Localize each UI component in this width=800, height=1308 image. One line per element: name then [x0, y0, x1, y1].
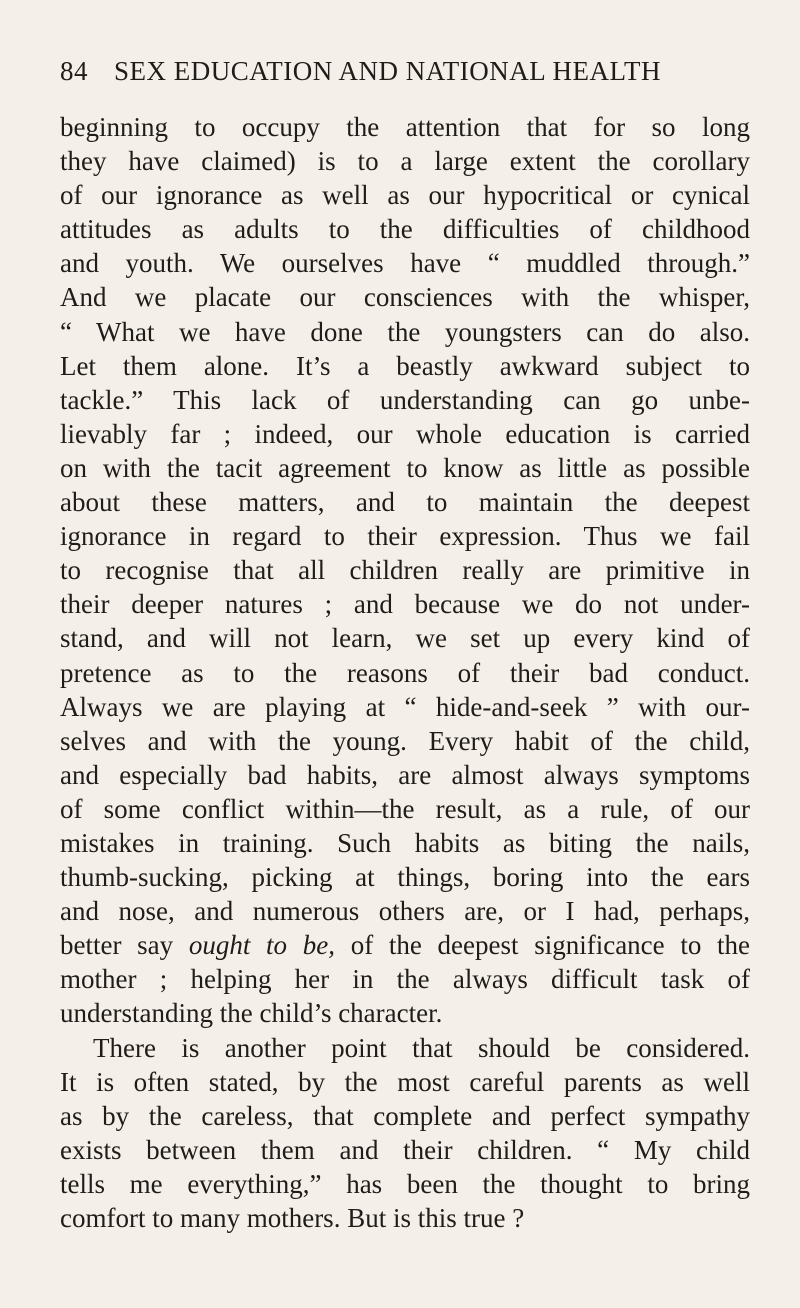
text-line: as by the careless, that complete and perfect sympathy: [60, 1100, 750, 1131]
text-line: of some conflict within—the result, as a rule, of our: [60, 793, 750, 824]
running-title: SEX EDUCATION AND NATIONAL HEALTH: [114, 56, 661, 86]
text-line: “ What we have done the youngsters can do also.: [60, 316, 750, 347]
text-line: and youth. We ourselves have “ muddled through.”: [60, 248, 750, 279]
text-line: on with the tacit agreement to know as little as possible: [60, 452, 750, 483]
text-segment: better say: [60, 930, 174, 961]
paragraph-end-line: understanding the child’s character.: [60, 998, 443, 1029]
italic-emphasis: ought to be,: [188, 930, 335, 961]
paragraph-end-line: comfort to many mothers. But is this true ?: [60, 1203, 525, 1233]
running-head: [60, 56, 750, 92]
text-line: ignorance in regard to their expression. Thus we fail: [60, 521, 750, 552]
text-line: and especially bad habits, are almost always symptoms: [60, 759, 750, 790]
text-line: And we placate our consciences with the whisper,: [60, 282, 750, 313]
text-line: tells me everything,” has been the thought to bring: [60, 1168, 750, 1199]
text-line: of our ignorance as well as our hypocritical or cynical: [60, 180, 750, 211]
text-line: thumb-sucking, picking at things, boring into the ears: [60, 862, 750, 893]
text-line: pretence as to the reasons of their bad conduct.: [60, 657, 750, 688]
text-line: they have claimed) is to a large extent the corollary: [60, 146, 750, 177]
text-line: It is often stated, by the most careful parents as well: [60, 1066, 750, 1097]
text-line: about these matters, and to maintain the deepest: [60, 487, 750, 518]
text-line: mistakes in training. Such habits as biting the nails,: [60, 827, 750, 858]
body-text: [60, 110, 750, 1235]
text-line-mixed: [60, 928, 750, 962]
page-number: 84: [60, 56, 88, 86]
text-line: lievably far ; indeed, our whole education is carried: [60, 418, 750, 449]
paragraph-start-line: There is another point that should be considered.: [93, 1032, 750, 1063]
text-line: beginning to occupy the attention that for so long: [60, 112, 750, 142]
text-line: stand, and will not learn, we set up every kind of: [60, 623, 750, 654]
text-line: Always we are playing at “ hide-and-seek ” with our-: [60, 691, 750, 722]
text-line: tackle.” This lack of understanding can go unbe-: [60, 384, 750, 415]
text-line: exists between them and their children. “ My child: [60, 1134, 750, 1165]
text-line: attitudes as adults to the difficulties of childhood: [60, 214, 750, 245]
text-line: mother ; helping her in the always difficult task of: [60, 964, 750, 995]
text-line: their deeper natures ; and because we do not under-: [60, 589, 750, 620]
text-line: and nose, and numerous others are, or I had, perhaps,: [60, 896, 750, 927]
text-line: selves and with the young. Every habit of the child,: [60, 725, 750, 756]
text-segment: of the deepest significance to the: [350, 930, 751, 961]
text-line: to recognise that all children really are primitive in: [60, 555, 750, 586]
text-line: Let them alone. It’s a beastly awkward subject to: [60, 350, 750, 381]
